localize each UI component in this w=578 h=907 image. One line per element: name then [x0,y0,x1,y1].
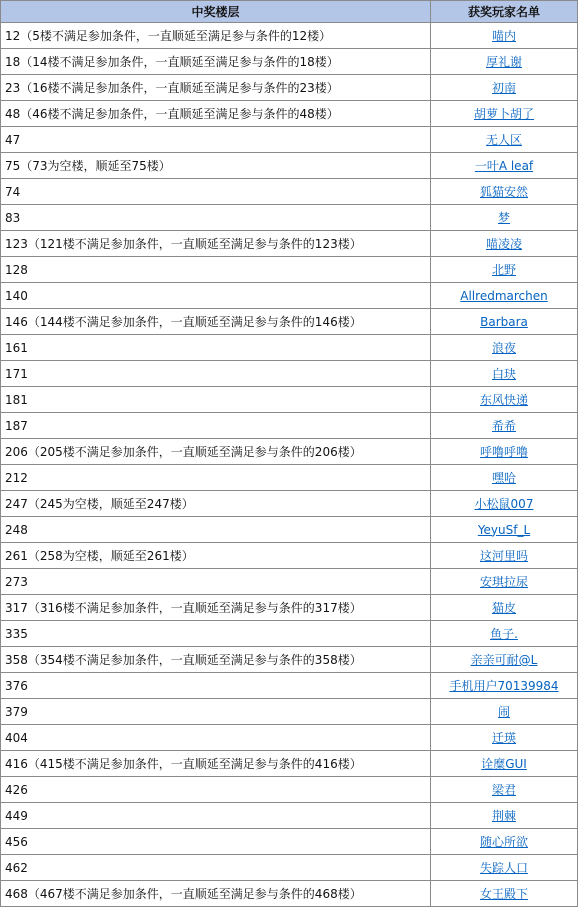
winner-cell [431,699,578,725]
floor-cell: 273 [1,569,431,595]
table-row [1,855,578,881]
winner-cell [431,101,578,127]
winner-cell [431,569,578,595]
winner-link[interactable]: 胡萝卜胡了 [473,107,534,121]
winner-link[interactable]: 失踪人口 [479,861,528,875]
winner-link[interactable]: 荆棘 [491,809,516,823]
winner-cell [431,595,578,621]
floor-cell: 83 [1,205,431,231]
floor-cell: 376 [1,673,431,699]
floor-cell: 48（46楼不满足参加条件，一直顺延至满足参与条件的48楼） [1,101,431,127]
winner-link[interactable]: 猫皮 [491,601,516,615]
winner-cell [431,387,578,413]
table-row [1,23,578,49]
winner-link[interactable]: 梦 [497,211,510,225]
winner-link[interactable]: YeyuSf_L [477,522,531,537]
floor-cell: 206（205楼不满足参加条件，一直顺延至满足参与条件的206楼） [1,439,431,465]
floor-cell: 187 [1,413,431,439]
floor-cell: 358（354楼不满足参加条件，一直顺延至满足参与条件的358楼） [1,647,431,673]
winner-cell [431,257,578,283]
table-body [1,23,578,907]
winner-link[interactable]: 喵内 [491,29,516,43]
winner-link[interactable]: 梁君 [491,783,516,797]
winner-cell [431,751,578,777]
winner-link[interactable]: 一叶A leaf [474,159,534,173]
winner-link[interactable]: 女王殿下 [479,887,528,901]
winner-cell [431,153,578,179]
winner-cell [431,543,578,569]
winner-cell [431,283,578,309]
winner-link[interactable]: 随心所欲 [479,835,528,849]
table-row [1,439,578,465]
winner-link[interactable]: 手机用户70139984 [449,679,559,693]
table-row [1,543,578,569]
header-row [1,1,578,23]
table-row [1,335,578,361]
floor-cell: 212 [1,465,431,491]
floor-cell: 248 [1,517,431,543]
winner-cell [431,127,578,153]
winner-link[interactable]: 初南 [491,81,516,95]
winner-cell [431,491,578,517]
table-row [1,699,578,725]
floor-cell: 128 [1,257,431,283]
floor-cell: 23（16楼不满足参加条件，一直顺延至满足参与条件的23楼） [1,75,431,101]
table-row [1,361,578,387]
winner-link[interactable]: 嘿哈 [491,471,516,485]
winner-cell [431,361,578,387]
table-row [1,387,578,413]
winner-cell [431,49,578,75]
table-row [1,595,578,621]
winner-link[interactable]: 闹 [497,705,510,719]
table-row [1,49,578,75]
table-row [1,751,578,777]
winner-link[interactable]: 浪夜 [491,341,516,355]
table-row [1,101,578,127]
table-row [1,569,578,595]
winner-link[interactable]: Allredmarchen [460,288,548,303]
table-row [1,673,578,699]
winner-cell [431,231,578,257]
winner-link[interactable]: 呼噜呼噜 [479,445,528,459]
winner-cell [431,803,578,829]
floor-cell: 18（14楼不满足参加条件，一直顺延至满足参与条件的18楼） [1,49,431,75]
floor-cell: 123（121楼不满足参加条件，一直顺延至满足参与条件的123楼） [1,231,431,257]
table-row [1,491,578,517]
winner-cell [431,309,578,335]
winner-link[interactable]: Barbara [480,314,528,329]
table-row [1,881,578,907]
table-row [1,829,578,855]
winner-cell [431,205,578,231]
winner-link[interactable]: 狐猫安然 [479,185,528,199]
winner-cell [431,777,578,803]
floor-cell: 74 [1,179,431,205]
table-row [1,517,578,543]
winner-link[interactable]: 北野 [491,263,516,277]
winner-link[interactable]: 东风快递 [479,393,528,407]
table-row [1,75,578,101]
winner-cell [431,829,578,855]
table-row [1,153,578,179]
table-row [1,309,578,335]
floor-cell: 449 [1,803,431,829]
floor-cell: 335 [1,621,431,647]
winner-link[interactable]: 小松鼠007 [474,497,534,511]
table-row [1,465,578,491]
winner-cell [431,439,578,465]
floor-cell: 140 [1,283,431,309]
floor-cell: 146（144楼不满足参加条件，一直顺延至满足参与条件的146楼） [1,309,431,335]
winner-cell [431,23,578,49]
floor-cell: 317（316楼不满足参加条件，一直顺延至满足参与条件的317楼） [1,595,431,621]
floor-cell: 404 [1,725,431,751]
floor-cell: 12（5楼不满足参加条件，一直顺延至满足参与条件的12楼） [1,23,431,49]
winner-cell [431,465,578,491]
winner-cell [431,647,578,673]
floor-cell: 47 [1,127,431,153]
winner-cell [431,621,578,647]
table-row [1,257,578,283]
table-row [1,127,578,153]
winner-link[interactable]: 诠糜GUI [481,757,527,771]
winner-link[interactable]: 安琪拉尿 [479,575,528,589]
winner-link[interactable]: 白玦 [491,367,516,381]
winner-link[interactable]: 无人区 [485,133,522,147]
table-row [1,725,578,751]
table-row [1,205,578,231]
winner-link[interactable]: 亲亲可耐@L [470,653,538,667]
winner-cell [431,517,578,543]
floor-cell: 416（415楼不满足参加条件，一直顺延至满足参与条件的416楼） [1,751,431,777]
header-winner: 获奖玩家名单 [431,1,578,23]
winner-cell [431,881,578,907]
winner-link[interactable]: 喵凌凌 [485,237,522,251]
floor-cell: 379 [1,699,431,725]
winner-link[interactable]: 迁瑛 [491,731,516,745]
floor-cell: 161 [1,335,431,361]
floor-cell: 468（467楼不满足参加条件，一直顺延至满足参与条件的468楼） [1,881,431,907]
winner-link[interactable]: 希希 [491,419,516,433]
winner-link[interactable]: 厚礼谢 [485,55,522,69]
winner-cell [431,75,578,101]
floor-cell: 181 [1,387,431,413]
floor-cell: 462 [1,855,431,881]
floor-cell: 75（73为空楼，顺延至75楼） [1,153,431,179]
floor-cell: 426 [1,777,431,803]
header-floor: 中奖楼层 [1,1,431,23]
winner-cell [431,335,578,361]
table-row [1,803,578,829]
table-row [1,179,578,205]
winner-cell [431,673,578,699]
table-row [1,283,578,309]
table-row [1,777,578,803]
winner-link[interactable]: 鱼子. [490,627,518,641]
table-row [1,647,578,673]
winner-cell [431,413,578,439]
winner-link[interactable]: 这河里吗 [479,549,528,563]
table-row [1,231,578,257]
floor-cell: 261（258为空楼，顺延至261楼） [1,543,431,569]
floor-cell: 171 [1,361,431,387]
winner-cell [431,179,578,205]
winner-cell [431,855,578,881]
floor-cell: 247（245为空楼，顺延至247楼） [1,491,431,517]
winner-cell [431,725,578,751]
floor-cell: 456 [1,829,431,855]
table-row [1,413,578,439]
table-row [1,621,578,647]
